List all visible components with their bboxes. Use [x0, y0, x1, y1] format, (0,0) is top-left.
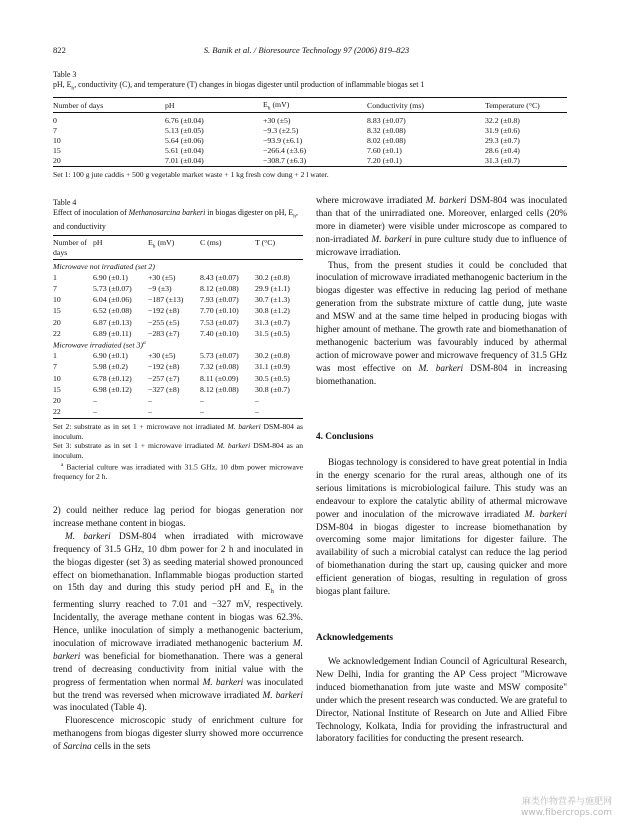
- table-cell: +30 (±5): [148, 272, 176, 282]
- table-cell: −93.9 (±6.1): [263, 135, 303, 145]
- table-4-note-set3: Set 3: substrate as in set 1 + microwave irradiated M. barkeri DSM-804 as an inoculum.: [53, 441, 303, 460]
- table-row: [53, 395, 303, 406]
- acknowledgements-text: [316, 656, 567, 746]
- table-cell: 31.5 (±0.5): [255, 328, 290, 338]
- table-cell: 32.2 (±0.8): [485, 115, 520, 125]
- table-cell: 31.9 (±0.6): [485, 125, 520, 135]
- table-3-caption: pH, $E_h$, conductivity (C), and temperature (T) changes in biogas digester until production of inflammable biogas set 1: [53, 80, 425, 92]
- table-cell: 10: [53, 295, 61, 305]
- table-row: [53, 305, 303, 316]
- table-4-header-t: T (°C): [255, 237, 276, 247]
- table-cell: 28.6 (±0.4): [485, 145, 520, 155]
- acknowledgements-heading: Acknowledgements: [316, 633, 393, 643]
- conclusions-heading: 4. Conclusions: [316, 432, 374, 442]
- table-cell: 30.5 (±0.5): [255, 373, 290, 383]
- table-cell: +30 (±5): [148, 351, 176, 361]
- table-cell: −192 (±8): [148, 362, 180, 372]
- table-cell: 8.11 (±0.09): [200, 373, 239, 383]
- table-cell: 30.7 (±1.3): [255, 295, 290, 305]
- table-cell: 20: [53, 395, 61, 405]
- table-3: [53, 70, 567, 180]
- table-3-grid: [53, 100, 567, 112]
- table-cell: −308.7 (±6.3): [263, 155, 307, 165]
- table-cell: 8.12 (±0.08): [200, 284, 239, 294]
- table-cell: 6.98 (±0.12): [93, 384, 132, 394]
- table-cell: 1: [53, 351, 57, 361]
- table-cell: –: [200, 395, 204, 405]
- table-4-caption: Effect of inoculation of Methanosarcina barkeri in biogas digester on pH, $E_h$, and conductivity: [53, 208, 298, 231]
- table-cell: 1: [53, 272, 57, 282]
- table-4-header-eh: $E_h$ (mV): [148, 237, 175, 250]
- table-row: [53, 135, 567, 145]
- table-cell: 7: [53, 362, 57, 372]
- watermark: [521, 797, 612, 819]
- table-cell: Temperature (°C): [485, 100, 540, 110]
- table-cell: 31.3 (±0.7): [255, 317, 290, 327]
- paragraph-sarcina-continued: where microwave irradiated M. barkeri DSM-804 was inoculated than that of the unirradiated one. Moreover, enlarged cells (20% more in diameter) were visible under microscope as compared to non-irradiated M. barkeri in pure culture study due to influence of microwave irradiation.: [316, 196, 568, 258]
- conclusions-paragraph: Biogas technology is considered to have great potential in India in the energy scenario for the rural areas, although one of its serious limitations is microbiological failure. This study was an endeavour to explore the catalytic ability of athermal microwave power and inoculation of the microwave irradiated M. barkeri DSM-804 in biogas digester to increase biomethanation by overcoming some major limitations for digester failure. The availability of such a microbial catalyst can reduce the lag period of biomethanation during the start up, causing quicker and more efficient generation of biogas, resulting in regulation of gross biogas plant failure.: [316, 458, 567, 598]
- table-cell: 7.70 (±0.10): [200, 306, 239, 316]
- table-cell: 7.01 (±0.04): [165, 155, 204, 165]
- table-cell: 6.78 (±0.12): [93, 373, 132, 383]
- table-row: [53, 115, 567, 125]
- table-cell: −192 (±8): [148, 306, 180, 316]
- table-3-footnote: Set 1: 100 g jute caddis + 500 g vegetable market waste + 1 kg fresh cow dung + 2 l water.: [53, 170, 329, 180]
- table-cell: 7.40 (±0.10): [200, 328, 239, 338]
- table-cell: 15: [53, 306, 61, 316]
- table-4-header-days: Number of days: [53, 237, 87, 257]
- table-row: [53, 294, 303, 305]
- table-cell: 30.8 (±0.7): [255, 384, 290, 394]
- table-3-body: [53, 115, 567, 165]
- table-cell: –: [200, 407, 204, 417]
- table-3-label: Table 3: [53, 70, 77, 79]
- watermark-line-1: 麻类作物营养与施肥网: [521, 797, 612, 807]
- table-row: [53, 283, 303, 294]
- table-cell: 7.32 (±0.08): [200, 362, 239, 372]
- table-4-grid: [53, 238, 303, 258]
- table-cell: 8.32 (±0.08): [367, 125, 406, 135]
- table-cell: 30.2 (±0.8): [255, 351, 290, 361]
- table-row: [53, 384, 303, 395]
- table-cell: –: [255, 395, 259, 405]
- table-cell: 8.02 (±0.08): [367, 135, 406, 145]
- table-cell: 8.83 (±0.07): [367, 115, 406, 125]
- table-row: [53, 272, 303, 283]
- table-cell: –: [255, 407, 259, 417]
- table-4-header-ph: pH: [93, 237, 103, 247]
- table-cell: 6.52 (±0.08): [93, 306, 132, 316]
- table-cell: −327 (±8): [148, 384, 180, 394]
- table-row: [53, 155, 567, 165]
- table-cell: –: [148, 407, 152, 417]
- table-4: [53, 198, 303, 481]
- table-cell: 5.73 (±0.07): [93, 284, 132, 294]
- section-label: Microwave not irradiated (set 2): [53, 261, 155, 271]
- table-4-body: [53, 261, 303, 418]
- table-cell: 20: [53, 317, 61, 327]
- table-row: [53, 361, 303, 372]
- table-cell: 6.76 (±0.04): [165, 115, 204, 125]
- table-cell: Conductivity (ms): [367, 100, 424, 110]
- paragraph-thus: Thus, from the present studies it could be concluded that inoculation of microwave irradiated methanogenic bacterium in the biogas digester was effective in reducing lag period of methane generation from the substrate mixture of cattle dung, jute waste and MSW and at the same time helped in producing biogas with higher amount of methane. The growth rate and biomethanation of methanogenic bacterium was favourably induced by athermal action of microwave power and microwave frequency of 31.5 GHz was most effective on M. barkeri DSM-804 in increasing biomethanation.: [316, 260, 567, 387]
- table-cell: 31.3 (±0.7): [485, 155, 520, 165]
- table-4-header-c: C (ms): [200, 237, 222, 247]
- table-cell: −255 (±5): [148, 317, 180, 327]
- paragraph-fluorescence: Fluorescence microscopic study of enrichment culture for methanogens from biogas digester slurry showed more occurrence of Sarcina cells in the sets: [53, 716, 303, 753]
- table-cell: −9 (±3): [148, 284, 172, 294]
- table-row: [53, 145, 567, 155]
- table-cell: −283 (±7): [148, 328, 180, 338]
- right-column-text: [316, 195, 567, 389]
- table-cell: –: [148, 395, 152, 405]
- table-cell: 8.43 (±0.07): [200, 272, 239, 282]
- table-cell: –: [93, 407, 97, 417]
- table-cell: 15: [53, 384, 61, 394]
- left-column-text: [53, 505, 303, 754]
- table-cell: 22: [53, 328, 61, 338]
- table-4-label: Table 4: [53, 198, 77, 207]
- table-cell: 6.89 (±0.11): [93, 328, 132, 338]
- watermark-line-2: www.fibercrops.com: [521, 808, 612, 818]
- table-cell: +30 (±5): [263, 115, 291, 125]
- table-cell: 7: [53, 125, 57, 135]
- table-cell: 8.12 (±0.08): [200, 384, 239, 394]
- table-cell: 29.9 (±1.1): [255, 284, 290, 294]
- table-cell: 7: [53, 284, 57, 294]
- table-cell: −266.4 (±3.6): [263, 145, 307, 155]
- table-row: [53, 406, 303, 417]
- table-cell: 7.93 (±0.07): [200, 295, 239, 305]
- table-cell: 6.87 (±0.13): [93, 317, 132, 327]
- table-cell: 7.53 (±0.07): [200, 317, 239, 327]
- table-cell: 5.13 (±0.05): [165, 125, 204, 135]
- table-cell: 15: [53, 145, 61, 155]
- table-cell: Number of days: [53, 100, 104, 110]
- table-cell: 5.61 (±0.04): [165, 145, 204, 155]
- table-cell: 20: [53, 155, 61, 165]
- table-cell: 10: [53, 135, 61, 145]
- conclusions-text: [316, 457, 567, 599]
- table-4-note-set2: Set 2: substrate as in set 1 + microwave not irradiated M. barkeri DSM-804 as inoculum.: [53, 422, 303, 441]
- table-cell: 5.73 (±0.07): [200, 351, 239, 361]
- acknowledgements-paragraph: We acknowledgement Indian Council of Agricultural Research, New Delhi, India for granting the AP Cess project "Microwave induced biomethanation from jute waste and MSW composite" under which the present research was conducted. We are grateful to Director, National Institute of Research on Jute and Allied Fibre Technology, Kolkata, India for providing the infrastructural and laboratory facilities for conducting the present research.: [316, 657, 567, 745]
- section-label: Microwave irradiated (set 3)$^a$: [53, 339, 146, 350]
- table-4-note-a: $^a$ Bacterial culture was irradiated with 31.5 GHz, 10 dbm power microwave frequency for 2 h.: [53, 461, 303, 481]
- table-cell: pH: [165, 100, 175, 110]
- table-cell: 7.20 (±0.1): [367, 155, 402, 165]
- table-cell: 22: [53, 407, 61, 417]
- table-cell: 7.60 (±0.1): [367, 145, 402, 155]
- paragraph-continued: 2) could neither reduce lag period for biogas generation nor increase methane content in biogas.: [53, 506, 303, 529]
- table-row: [53, 125, 567, 135]
- table-cell: 31.1 (±0.9): [255, 362, 290, 372]
- table-cell: 30.2 (±0.8): [255, 272, 290, 282]
- page-number: 822: [53, 45, 66, 55]
- table-cell: 6.04 (±0.06): [93, 295, 132, 305]
- table-cell: $E_h$ (mV): [263, 99, 290, 112]
- table-4-section-irradiated: [53, 339, 303, 350]
- table-cell: 0: [53, 115, 57, 125]
- journal-reference: S. Banik et al. / Bioresource Technology 97 (2006) 819–823: [203, 45, 410, 55]
- paragraph-barkeri-irradiated: M. barkeri DSM-804 when irradiated with microwave frequency of 31.5 GHz, 10 dbm power for 2 h and inoculated in the biogas digester (set 3) as seeding material showed pronounced effect on biomethanation. Inflammable biogas production started on 15th day and during this study period pH and $E_h$ in the fermenting slurry reached to 7.01 and −327 mV, respectively. Incidentally, the average methane content in biogas was 62.3%. Hence, unlike inoculation of simply a methanogenic bacterium, inoculation of microwave irradiated methanogenic bacterium M. barkeri was beneficial for biomethanation. There was a general trend of decreasing conductivity from initial value with the progress of fermentation when normal M. barkeri was inoculated but the trend was reversed when microwave irradiated M. barkeri was inoculated (Table 4).: [53, 531, 303, 714]
- table-row: [53, 350, 303, 361]
- table-cell: −187 (±13): [148, 295, 184, 305]
- table-row: [53, 372, 303, 383]
- table-4-notes: [53, 422, 303, 481]
- table-cell: −257 (±7): [148, 373, 180, 383]
- table-row: [53, 328, 303, 339]
- table-cell: 10: [53, 373, 61, 383]
- table-cell: −9.3 (±2.5): [263, 125, 299, 135]
- table-cell: 5.64 (±0.06): [165, 135, 204, 145]
- table-cell: 30.8 (±1.2): [255, 306, 290, 316]
- table-3-header-row: [53, 100, 567, 112]
- table-cell: 5.98 (±0.2): [93, 362, 128, 372]
- table-cell: 29.3 (±0.7): [485, 135, 520, 145]
- table-4-section-not-irradiated: [53, 261, 303, 272]
- table-row: [53, 317, 303, 328]
- table-cell: 6.90 (±0.1): [93, 351, 128, 361]
- table-cell: –: [93, 395, 97, 405]
- table-cell: 6.90 (±0.1): [93, 272, 128, 282]
- running-header: [53, 45, 567, 55]
